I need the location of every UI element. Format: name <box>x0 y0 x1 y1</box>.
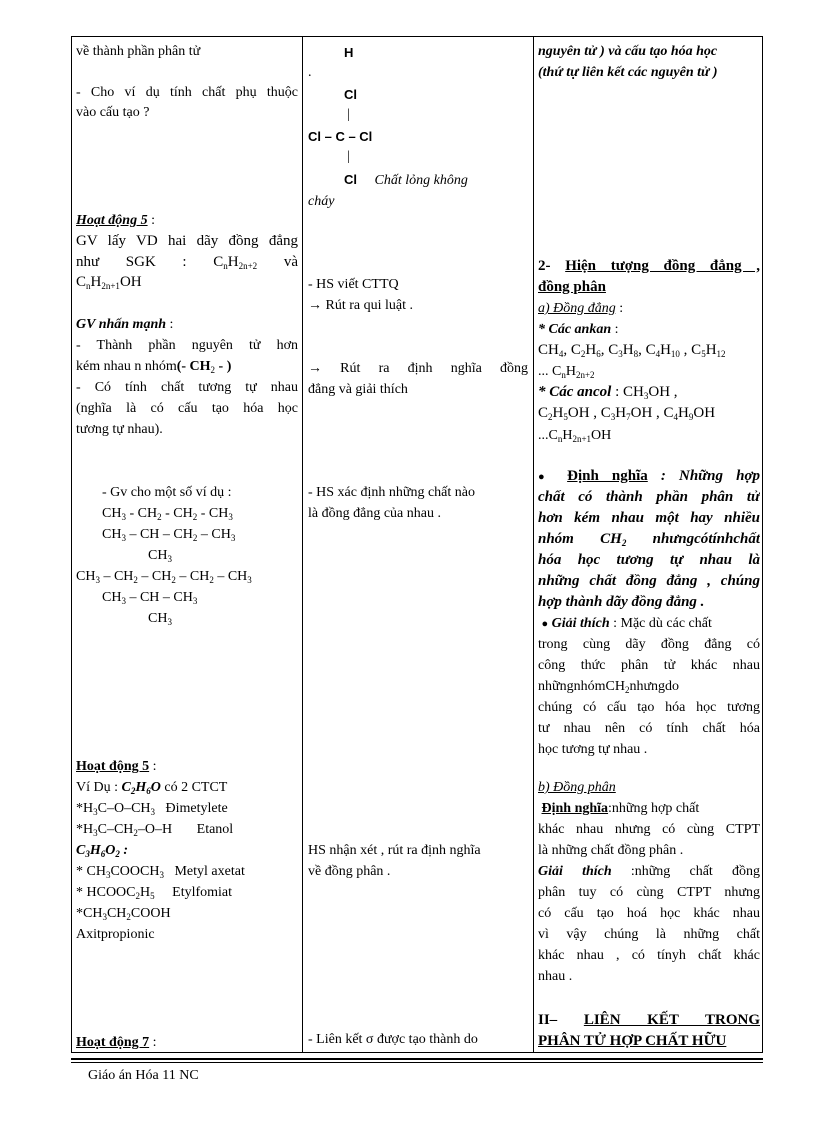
formula-line: $*H_3C-O-CH_3$ Đimetylete <box>76 801 228 817</box>
teacher-activity-column <box>76 37 298 1052</box>
text-line: nhau . <box>538 969 573 984</box>
text-line: vào cấu tạo ? <box>76 105 150 120</box>
text-line: → Rút ra định nghĩa đồng <box>308 361 528 376</box>
text-line: - Cho ví dụ tính chất phụ thuộc <box>76 85 298 100</box>
formula-line: $CH_3$ – CH – $CH_2 - CH_3$ <box>102 527 236 543</box>
formula-line: * $CH_3COOCH_3$ Metyl axetat <box>76 864 245 880</box>
formula-line: như SGK : $C_nH_{2n+2}$ và <box>76 254 298 271</box>
text-line: cháy <box>308 194 335 209</box>
text-line: hóa học tương tự nhau là <box>538 552 760 568</box>
text-line: tương tự nhau). <box>76 422 163 437</box>
text-line: nhữngnhómCH$_2$nhưngdo <box>538 679 680 695</box>
formula-line: $*CH_3CH_2COOH$ <box>76 906 171 922</box>
text-line: tư nhau nên có tính chất hóa <box>538 721 760 736</box>
text-line: - Gv cho một số ví dụ : <box>102 485 232 500</box>
formula-line: $...C_nH_{2n+1}OH$ <box>538 428 612 444</box>
text-line: - Thành phần nguyên tử hơn <box>76 338 298 353</box>
text-line: Ví Dụ : $C_2H_6O$ có 2 CTCT <box>76 780 228 796</box>
text-line: nguyên tử ) và cấu tạo hóa học <box>538 44 718 59</box>
formula-line: $*H_3C-CH_2-O-H$ Etanol <box>76 822 234 838</box>
explanation-isomer: Giải thích :những chất đồng <box>538 864 760 879</box>
activity-5b-heading: Hoạt động 5 : <box>76 759 157 774</box>
text-line: Axitpropionic <box>76 927 155 942</box>
text-line: kém nhau n nhóm(- $CH_2$ - ) <box>76 359 232 375</box>
text-line: - Liên kết σ được tạo thành do <box>308 1032 478 1047</box>
section-2-heading: 2- Hiện tượng đồng đẳng , <box>538 258 760 274</box>
text-line: (thứ tự liên kết các nguyên tử ) <box>538 65 718 80</box>
formula-line: $C_nH_{2n+1}OH$ <box>76 274 142 291</box>
footer-rule <box>71 1058 763 1060</box>
formula-line: $CH_3$ <box>148 611 172 627</box>
formula-line: $C_2H_5OH$ , $C_3H_7OH$ , $C_4H_9OH$ <box>538 405 716 422</box>
structure-text: Cl Chất lỏng không <box>344 172 468 188</box>
column-divider-2 <box>533 37 534 1052</box>
text-line: → Rút ra qui luật . <box>308 298 413 313</box>
text-line: - HS xác định những chất nào <box>308 485 475 500</box>
text-line: hơn kém nhau một hay nhiều <box>538 510 760 526</box>
text-line: (nghĩa là có cấu tạo hóa học <box>76 401 298 416</box>
formula-line: $CH_3$ – CH – $CH_3$ <box>102 590 198 606</box>
formula-line: $CH_4$, $C_2H_6$, $C_3H_8$, $C_4H_{10}$ , $C_5H_{12}$ <box>538 342 726 359</box>
structure-text: . <box>308 65 312 80</box>
formula-line: $CH_3 - CH_2 - CH_2 - CH_3$ <box>102 506 233 522</box>
text-line: hợp thành dãy đồng đẳng . <box>538 594 705 610</box>
text-line: về đồng phân . <box>308 864 391 879</box>
text-line: công thức phân tử khác nhau <box>538 658 760 673</box>
column-divider-1 <box>302 37 303 1052</box>
text-line: chất có thành phần phân tử <box>538 489 760 505</box>
formula-line: $CH_3$ <box>148 548 172 564</box>
text-line: trong cùng dãy đồng đẳng có <box>538 637 760 652</box>
text-line: là những chất đồng phân . <box>538 843 684 858</box>
section-2-heading-cont: đồng phân <box>538 279 606 295</box>
text-line: phân tuy có cùng CTPT nhưng <box>538 885 760 900</box>
text-line: là đồng đẳng của nhau . <box>308 506 441 521</box>
text-line: có cấu tạo hoá học khác nhau <box>538 906 760 921</box>
section-3-heading-cont: PHÂN TỬ HỢP CHẤT HỮU <box>538 1033 727 1049</box>
definition-isomer: Định nghĩa:những hợp chất <box>541 801 700 816</box>
subsection-b-heading: b) Đồng phân <box>538 780 616 795</box>
activity-7-heading: Hoạt động 7 : <box>76 1035 157 1050</box>
text-line: những chất đồng đẳng , chúng <box>538 573 760 589</box>
structure-text: Cl <box>344 87 357 102</box>
structure-text: Cl – C – Cl <box>308 129 373 144</box>
text-line: * Các ancol : $CH_3OH$ , <box>538 384 678 401</box>
formula-line: ... $C_nH_{2n+2}$ <box>538 364 595 380</box>
text-line: chúng có cấu tạo hóa học tương <box>538 700 760 715</box>
text-line: khác nhau , có tínyh chất khác <box>538 948 760 963</box>
lesson-content-column <box>538 37 760 1052</box>
formula-line: * $HCOOC_2H_5$ Etylfomiat <box>76 885 233 901</box>
structure-bond: | <box>347 107 350 122</box>
text-line: - HS viết CTTQ <box>308 277 399 292</box>
formula-line: $C_3H_6O_2$ : <box>76 843 129 859</box>
subsection-a-heading: a) Đồng đẳng : <box>538 301 624 316</box>
student-activity-column <box>308 37 528 1052</box>
text-line: khác nhau nhưng có cùng CTPT <box>538 822 760 837</box>
text-line: đẳng và giải thích <box>308 382 408 397</box>
structure-text: H <box>344 45 354 60</box>
definition-homolog: ● Định nghĩa : Những hợp <box>538 468 760 484</box>
text-line: HS nhận xét , rút ra định nghĩa <box>308 843 481 858</box>
text-line: * Các ankan : <box>538 322 619 337</box>
section-3-heading: II– LIÊN KẾT TRONG <box>538 1012 760 1028</box>
activity-5-heading: Hoạt động 5 : <box>76 213 155 228</box>
structure-bond: | <box>347 149 350 164</box>
lesson-table <box>71 36 763 1053</box>
gv-emphasis-heading: GV nhấn mạnh : <box>76 317 174 332</box>
text-line: GV lấy VD hai dãy đồng đẳng <box>76 233 298 249</box>
text-line: - Có tính chất tương tự nhau <box>76 380 298 395</box>
footer-rule-thin <box>71 1062 763 1063</box>
explanation-homolog: ● Giải thích : Mặc dù các chất <box>541 616 712 631</box>
text-line: học tương tự nhau . <box>538 742 648 757</box>
text-line: nhóm $CH_2$ nhưngcótínhchất <box>538 531 760 548</box>
formula-line: $CH_3 - CH_2 - CH_2 - CH_2 - CH_3$ <box>76 569 252 585</box>
text-line: về thành phần phân tử <box>76 44 201 59</box>
text-line: vì vậy chúng là những chất <box>538 927 760 942</box>
page-footer: Giáo án Hóa 11 NC <box>88 1068 199 1083</box>
